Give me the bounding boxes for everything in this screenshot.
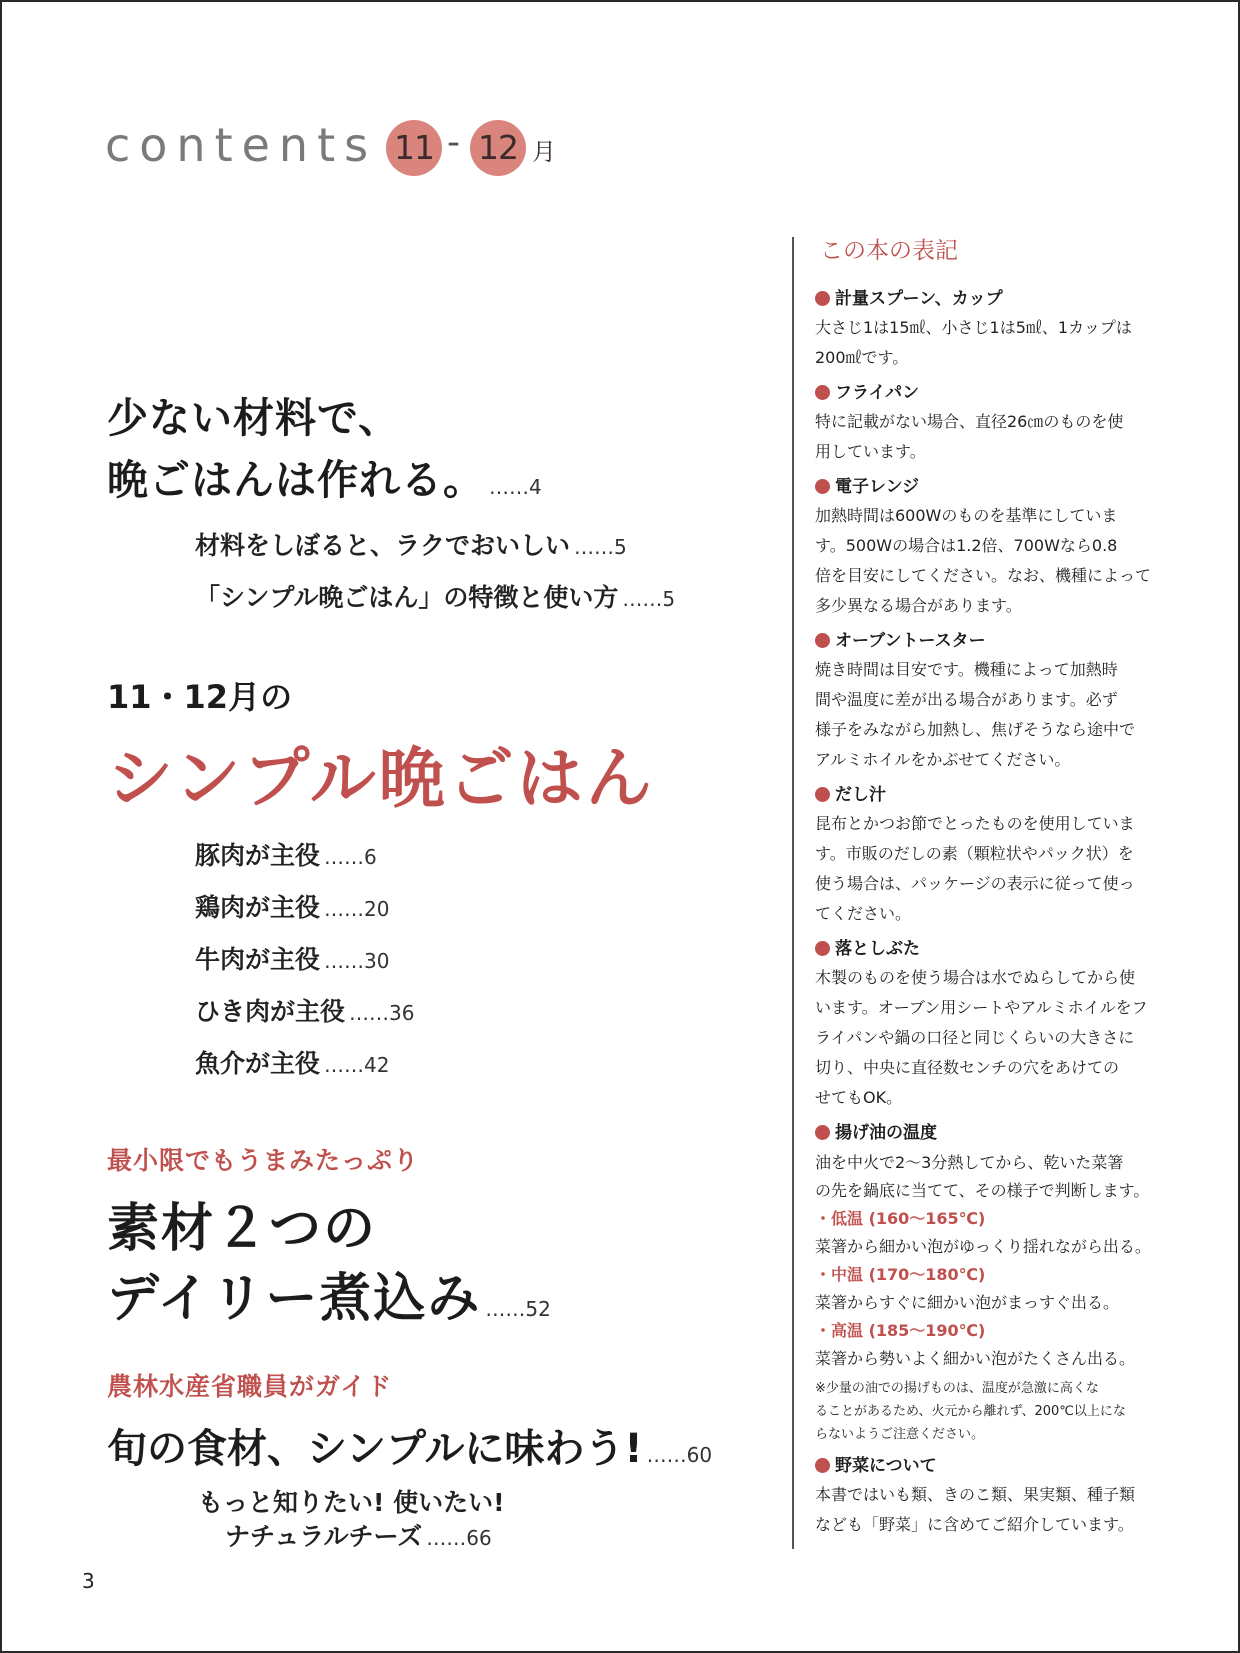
entry-line: 油を中火で2〜3分熱してから、乾いた菜箸 [815,1153,1124,1172]
oil-temperature-entry [815,1121,1160,1446]
bullet-dot-icon [815,385,830,400]
entry-line: 切り、中央に直径数センチの穴をあけての [815,1058,1120,1077]
section2-label: 11・12月の [107,678,293,716]
entry-heading [815,381,1160,405]
entry-line: 倍を目安にしてください。なお、機種によって [815,566,1152,585]
entry-line: 用しています。 [815,442,926,461]
toc-item[interactable] [195,526,627,562]
entry-heading [815,475,1160,499]
entry-line: なども「野菜」に含めてご紹介しています。 [815,1515,1134,1534]
entry-body [815,313,1160,373]
section1-title-line1: 少ない材料で、 [107,394,401,442]
section4-title[interactable] [107,1417,712,1474]
bullet-dot-icon [815,1125,830,1140]
entry-heading [815,629,1160,653]
toc-item-page: ……30 [324,949,390,973]
month-end-circle: 12 [470,120,526,176]
entry-line: 使う場合は、パッケージの表示に従って使っ [815,874,1135,893]
section4-page: ……60 [646,1443,713,1467]
bullet-dot-icon [815,1458,830,1473]
section2-title[interactable]: シンプル晩ごはん [107,740,655,817]
entry-heading-text: 野菜について [835,1456,937,1476]
toc-item[interactable] [195,578,675,614]
page-number: 3 [82,1569,95,1593]
entry-line: てください。 [815,904,912,923]
entry-body [815,1480,1160,1540]
toc-item-page: ……5 [574,535,627,559]
entry-body [815,501,1160,621]
entry-line: 200㎖です。 [815,348,909,367]
entry-line: 様子をみながら加熱し、焦げそうなら途中で [815,720,1136,739]
toc-item-label: 材料をしぼると、ラクでおいしい [195,531,571,560]
entry-line: 焼き時間は目安です。機種によって加熱時 [815,660,1118,679]
section3-lead: 最小限でもうまみたっぷり [107,1146,420,1175]
toc-item-page: ……42 [324,1053,390,1077]
toc-item-label: 魚介が主役 [195,1049,321,1078]
section4-sub-text: ナチュラルチーズ [225,1522,423,1551]
toc-item-label: 「シンプル晩ごはん」の特徴と使い方 [195,583,619,612]
notation-entry [815,381,1160,467]
bullet-dot-icon [815,787,830,802]
entry-body [815,655,1160,775]
bullet-dot-icon [815,633,830,648]
section3-title-text: デイリー煮込み [107,1269,482,1329]
bullet-dot-icon [815,291,830,306]
entry-heading-text: オーブントースター [835,631,986,651]
note-line: らないようご注意ください。 [815,1427,985,1442]
toc-item-page: ……5 [622,587,676,611]
temp-label: ・高温 (185〜190℃) [815,1321,986,1340]
entry-line: 特に記載がない場合、直径26㎝のものを使 [815,412,1124,431]
entry-heading [815,1454,1160,1478]
entry-line: アルミホイルをかぶせてください。 [815,750,1071,769]
month-suffix: 月 [532,138,556,166]
entry-heading [815,287,1160,311]
sidebar-title: この本の表記 [820,238,958,264]
entry-heading-text: 落としぶた [835,939,920,959]
entry-line: せてもOK。 [815,1088,903,1107]
entry-heading [815,1121,1160,1145]
entry-line: います。オーブン用シートやアルミホイルをフ [815,998,1148,1017]
temp-desc: 菜箸から細かい泡がゆっくり揺れながら出る。 [815,1237,1151,1256]
toc-item-label: ひき肉が主役 [195,997,346,1026]
bullet-dot-icon [815,941,830,956]
entry-line: の先を鍋底に当てて、その様子で判断します。 [815,1181,1150,1200]
section3-title-line1: 素材２つの [107,1199,378,1259]
entry-heading-text: フライパン [835,383,920,403]
entry-body [815,963,1160,1113]
section4-sub-line1: もっと知りたい! 使いたい! [198,1488,505,1517]
contents-heading: contents [105,118,378,172]
temp-desc: 菜箸からすぐに細かい泡がまっすぐ出る。 [815,1293,1120,1312]
entry-line: 木製のものを使う場合は水でぬらしてから使 [815,968,1136,987]
entry-body [815,1149,1160,1205]
toc-item-page: ……6 [324,845,377,869]
entry-line: 加熱時間は600Wのものを基準にしていま [815,506,1118,525]
entry-line: 大さじ1は15㎖、小さじ1は5㎖、1カップは [815,318,1132,337]
toc-item-label: 牛肉が主役 [195,945,321,974]
notation-entry [815,937,1160,1113]
section4-title-text: 旬の食材、シンプルに味わう! [107,1426,643,1472]
month-start-circle: 11 [386,120,442,176]
toc-item-label: 豚肉が主役 [195,841,321,870]
entry-heading [815,783,1160,807]
notation-entry [815,629,1160,775]
section4-sub-page: ……66 [426,1526,492,1550]
section1-title-text: 晩ごはんは作れる。 [107,456,485,504]
entry-line: 間や温度に差が出る場合があります。必ず [815,690,1118,709]
entry-heading-text: 計量スプーン、カップ [835,289,1003,309]
notation-entry [815,1454,1160,1540]
entry-line: す。市販のだしの素（顆粒状やパック状）を [815,844,1134,863]
toc-item[interactable] [195,1044,389,1080]
notation-entry [815,475,1160,621]
toc-item-page: ……36 [349,1001,415,1025]
temp-label: ・低温 (160〜165℃) [815,1209,986,1228]
column-divider [792,237,794,1549]
entry-line: す。500Wの場合は1.2倍、700Wなら0.8 [815,536,1118,555]
temp-desc: 菜箸から勢いよく細かい泡がたくさん出る。 [815,1349,1136,1368]
notation-entry [815,783,1160,929]
section1-title-line2[interactable] [107,447,542,506]
note-line: ※少量の油での揚げものは、温度が急激に高くな [815,1381,1099,1396]
toc-item-label: 鶏肉が主役 [195,893,321,922]
toc-item-page: ……20 [324,897,390,921]
entry-heading-text: 電子レンジ [835,477,920,497]
entry-body [815,809,1160,929]
toc-item[interactable] [195,992,414,1028]
entry-line: 多少異なる場合があります。 [815,596,1022,615]
section3-page: ……52 [485,1297,551,1321]
entry-line: ライパンや鍋の口径と同じくらいの大きさに [815,1028,1135,1047]
notation-sidebar [815,232,1160,1548]
toc-item[interactable] [195,888,389,924]
section3-title-line2[interactable] [107,1256,551,1331]
section4-lead: 農林水産省職員がガイド [107,1372,393,1401]
entry-body [815,407,1160,467]
note-line: ることがあるため、火元から離れず、200℃以上にな [815,1404,1126,1419]
entry-line: 昆布とかつお節でとったものを使用していま [815,814,1135,833]
toc-item[interactable] [195,940,389,976]
month-dash: - [447,122,460,163]
entry-heading [815,937,1160,961]
toc-item[interactable] [195,836,377,872]
notation-entry [815,287,1160,373]
entry-line: 本書ではいも類、きのこ類、果実類、種子類 [815,1485,1136,1504]
entry-heading-text: だし汁 [835,785,886,805]
section1-page: ……4 [489,475,542,499]
entry-heading-text: 揚げ油の温度 [835,1123,937,1143]
temp-label: ・中温 (170〜180℃) [815,1265,986,1284]
bullet-dot-icon [815,479,830,494]
section4-sub-line2[interactable] [225,1517,492,1553]
oil-note [815,1377,1160,1446]
